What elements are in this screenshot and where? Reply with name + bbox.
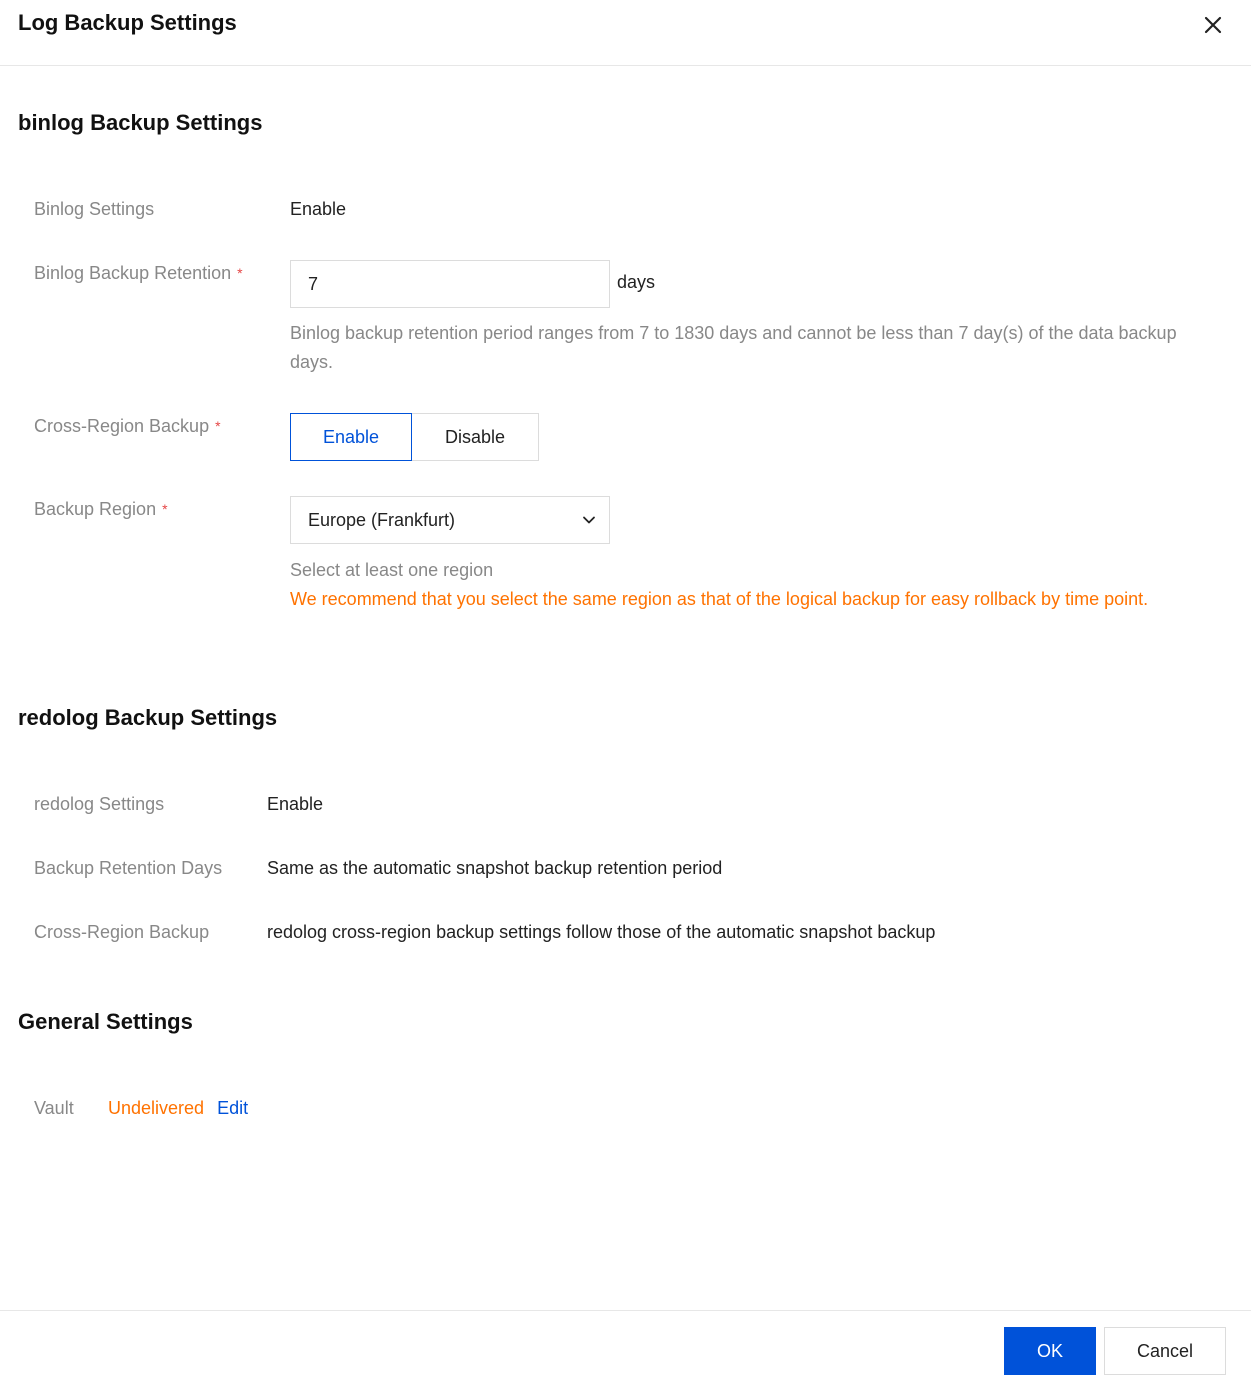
vault-value [108,1098,248,1119]
retention-unit: days [617,272,656,292]
binlog-retention-help: Binlog backup retention period ranges from 7 to 1830 days and cannot be less than 7 day(s) of the data backup days. [290,323,1177,372]
vault-edit-link[interactable]: Edit [217,1098,249,1118]
general-section-title: General Settings [18,1009,193,1034]
redolog-settings-label: redolog Settings [34,794,165,814]
ok-button[interactable]: OK [1004,1327,1096,1375]
redolog-cross-region-value: redolog cross-region backup settings follow those of the automatic snapshot backup [267,922,936,942]
redolog-cross-region-label: Cross-Region Backup [34,922,210,942]
vault-label: Vault [34,1098,74,1118]
redolog-retention-label: Backup Retention Days [34,858,223,878]
dialog-header [0,0,1251,66]
binlog-retention-input[interactable] [290,260,610,308]
backup-region-label-text: Backup Region [34,499,157,519]
backup-region-warning: We recommend that you select the same region as that of the logical backup for easy rollback by time point. [290,589,1149,609]
cross-region-disable-button[interactable]: Disable [411,413,539,461]
backup-region-help: Select at least one region [290,560,494,580]
binlog-retention-label-text: Binlog Backup Retention [34,263,232,283]
cross-region-label-text: Cross-Region Backup [34,416,210,436]
binlog-section-title: binlog Backup Settings [18,110,263,135]
required-mark: * [237,265,243,281]
redolog-retention-value: Same as the automatic snapshot backup retention period [267,858,723,878]
vault-status: Undelivered [108,1098,205,1118]
binlog-settings-value: Enable [290,199,347,219]
cross-region-label [34,416,221,437]
required-mark: * [162,501,168,517]
required-mark: * [215,418,221,434]
cross-region-enable-button[interactable]: Enable [290,413,412,461]
redolog-section-title: redolog Backup Settings [18,705,278,730]
close-icon[interactable] [1200,12,1226,38]
cancel-button[interactable]: Cancel [1104,1327,1226,1375]
redolog-settings-value: Enable [267,794,324,814]
backup-region-label [34,499,168,520]
binlog-retention-label [34,263,243,284]
backup-region-selected-value: Europe (Frankfurt) [308,510,456,530]
chevron-down-icon [581,512,597,528]
binlog-settings-label: Binlog Settings [34,199,155,219]
backup-region-select[interactable] [290,496,610,544]
dialog-title: Log Backup Settings [18,10,237,35]
